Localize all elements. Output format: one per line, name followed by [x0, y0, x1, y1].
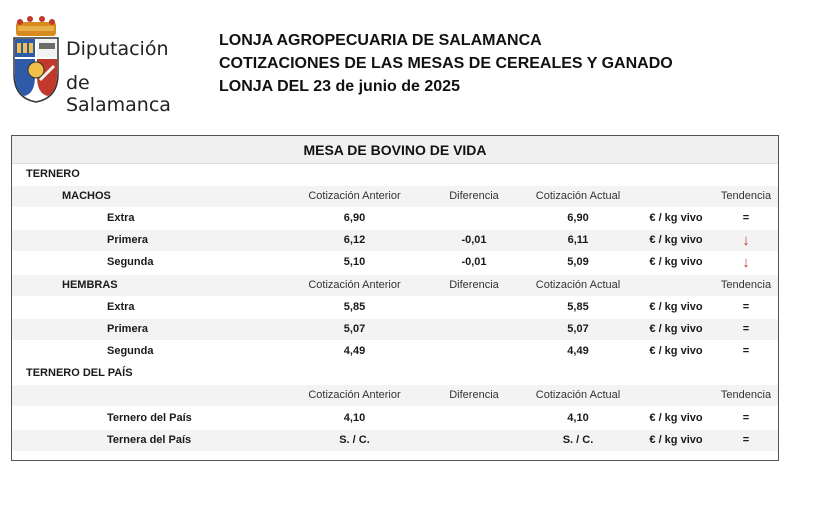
header-line-2: COTIZACIONES DE LAS MESAS DE CEREALES Y GANADO — [219, 55, 673, 72]
cell-actual: 5,09 — [567, 256, 589, 268]
row-label: Primera — [107, 323, 148, 335]
trend-equal: = — [742, 412, 750, 424]
cell-actual: 4,10 — [567, 412, 589, 424]
row-label: Extra — [107, 301, 135, 313]
table-row — [12, 297, 778, 318]
price-table — [11, 135, 779, 461]
row-label: Ternera del País — [107, 434, 192, 446]
row-label: Primera — [107, 234, 148, 246]
cell-diferencia: -0,01 — [461, 256, 487, 268]
cell-anterior: 4,10 — [343, 412, 366, 424]
col-header-actual: Cotización Actual — [535, 279, 621, 291]
trend-equal: = — [742, 301, 750, 313]
col-header-tendencia: Tendencia — [720, 389, 772, 401]
cell-unit: € / kg vivo — [649, 212, 703, 224]
table-row — [12, 208, 778, 229]
table-row — [12, 252, 778, 273]
logo-line-2: de Salamanca — [66, 72, 171, 116]
col-header-diferencia: Diferencia — [449, 279, 499, 291]
table-row — [12, 319, 778, 340]
group-label: MACHOS — [62, 190, 111, 202]
col-header-anterior: Cotización Anterior — [308, 279, 401, 291]
cell-anterior: 4,49 — [343, 345, 366, 357]
cell-anterior: 5,85 — [343, 301, 366, 313]
header-line-3: LONJA DEL 23 de junio de 2025 — [219, 78, 460, 95]
table-row — [12, 341, 778, 362]
cell-diferencia — [430, 430, 518, 451]
cell-diferencia — [430, 297, 518, 318]
diputacion-logo — [10, 14, 200, 116]
section-label: TERNERO DEL PAÍS — [26, 367, 133, 379]
cell-anterior: 6,12 — [343, 234, 366, 246]
section-row-ternero-del-pais — [12, 363, 778, 384]
cell-diferencia — [430, 208, 518, 229]
cell-anterior: 5,10 — [343, 256, 366, 268]
row-label: Extra — [107, 212, 135, 224]
cell-diferencia — [430, 408, 518, 429]
group-label: HEMBRAS — [62, 279, 118, 291]
cell-unit: € / kg vivo — [649, 256, 703, 268]
table-row — [12, 230, 778, 251]
col-header-anterior: Cotización Anterior — [308, 389, 401, 401]
trend-equal: = — [742, 323, 750, 335]
cell-diferencia: -0,01 — [461, 234, 487, 246]
logo-line-1: Diputación — [66, 38, 169, 60]
cell-anterior: S. / C. — [339, 434, 370, 446]
document-header — [219, 29, 673, 98]
cell-unit: € / kg vivo — [649, 412, 703, 424]
trend-down-icon: ↓ — [742, 254, 750, 271]
row-label: Segunda — [107, 256, 154, 268]
cell-actual: 5,85 — [567, 301, 589, 313]
row-label: Segunda — [107, 345, 154, 357]
cell-anterior: 5,07 — [343, 323, 366, 335]
table-row — [12, 408, 778, 429]
trend-equal: = — [742, 345, 750, 357]
section-row-ternero — [12, 164, 778, 185]
header-line-1: LONJA AGROPECUARIA DE SALAMANCA — [219, 32, 542, 49]
row-label: Ternero del País — [107, 412, 192, 424]
cell-actual: 6,90 — [567, 212, 589, 224]
cell-unit: € / kg vivo — [649, 234, 703, 246]
cell-actual: 6,11 — [567, 234, 589, 246]
col-header-tendencia: Tendencia — [720, 190, 772, 202]
col-header-actual: Cotización Actual — [535, 190, 621, 202]
cell-diferencia — [430, 341, 518, 362]
trend-equal: = — [742, 434, 750, 446]
col-header-diferencia: Diferencia — [449, 190, 499, 202]
cell-actual: 5,07 — [567, 323, 589, 335]
cell-unit: € / kg vivo — [649, 301, 703, 313]
col-header-diferencia: Diferencia — [449, 389, 499, 401]
cell-unit: € / kg vivo — [649, 434, 703, 446]
cell-actual: 4,49 — [567, 345, 589, 357]
col-header-anterior: Cotización Anterior — [308, 190, 401, 202]
table-title: MESA DE BOVINO DE VIDA — [12, 136, 778, 164]
section-label: TERNERO — [26, 168, 80, 180]
group-header-hembras — [12, 275, 778, 296]
col-header-tendencia: Tendencia — [720, 279, 772, 291]
cell-anterior: 6,90 — [343, 212, 366, 224]
cell-unit: € / kg vivo — [649, 345, 703, 357]
cell-actual: S. / C. — [562, 434, 594, 446]
cell-diferencia — [430, 319, 518, 340]
trend-equal: = — [742, 212, 750, 224]
col-header-actual: Cotización Actual — [535, 389, 621, 401]
table-row — [12, 430, 778, 451]
column-header-row — [12, 385, 778, 406]
coat-of-arms-icon — [10, 14, 62, 104]
trend-down-icon: ↓ — [742, 232, 750, 249]
cell-unit: € / kg vivo — [649, 323, 703, 335]
group-header-machos — [12, 186, 778, 207]
